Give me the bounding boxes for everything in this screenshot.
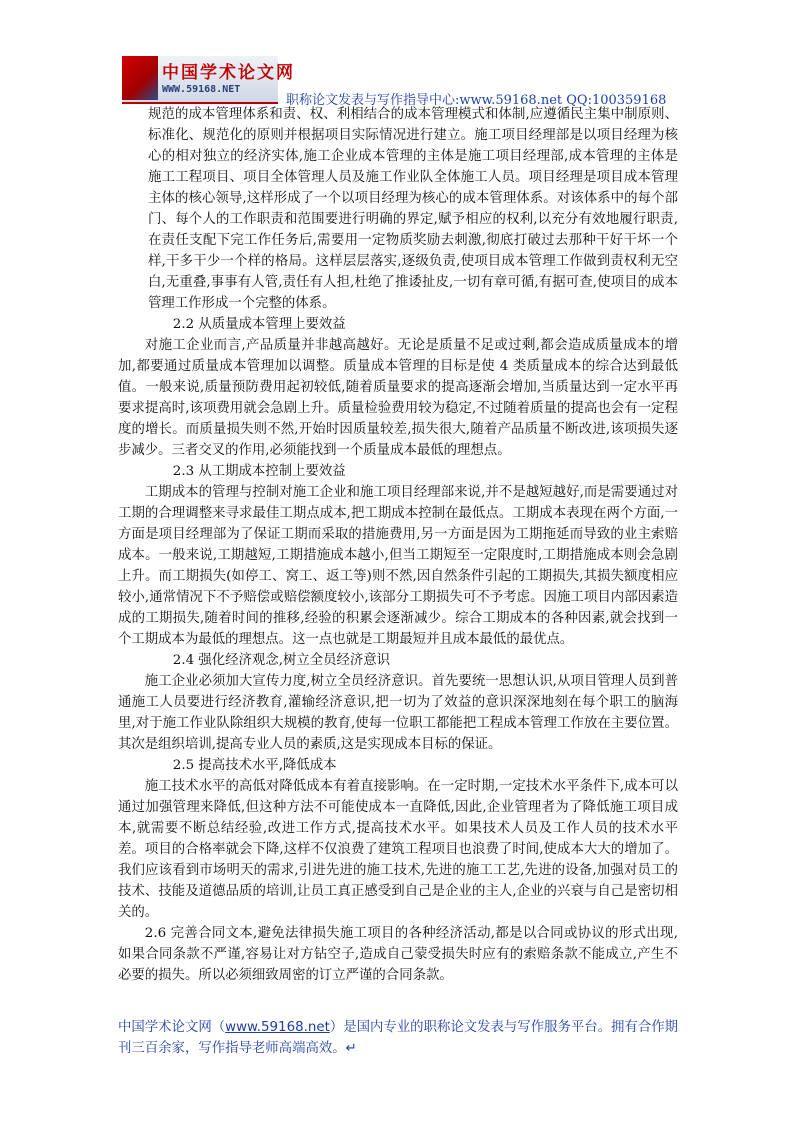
footer-prefix: 中国学术论文网（ — [118, 1020, 226, 1035]
paragraph: 施工技术水平的高低对降低成本有着直接影响。在一定时期,一定技术水平条件下,成本可以通过加强管理来降低,但这种方法不可能使成本一直降低,因此,企业管理者为了降低施工项目成本,就需要不断总结经验,改进工作方式,提高技术水平。如果技术人员及工作人员的技术水平差。项目的合格率就会下降,这样不仅浪费了建筑工程项目也浪费了时间,使成本大大的增加了。我们应该看到市场明天的需求,引进先进的施工技术,先进的施工工艺,先进的设备,加强对员工的技术、技能及道德品质的培训,让员工真正感受到自己是企业的主人,企业的兴衰与自己是密切相关的。 — [118, 779, 678, 920]
header-banner-text: 职称论文发表与写作指导中心:www.59168.net QQ:100359168 — [286, 93, 667, 108]
paragraph: 对施工企业而言,产品质量并非越高越好。无论是质量不足或过剩,都会造成质量成本的增加,都要通过质量成本管理加以调整。质量成本管理的目标是使 4 类质量成本的综合达到最低值。一般来说,质量预防费用起初较低,随着质量要求的提高逐渐会增加,当质量达到一定水平再要求提高时,该项费用就会急剧上升。质量检验费用较为稳定,不过随着质量的提高也会有一定程度的增长。而质量损失则不然,开始时因质量较差,损失很大,随着产品质量不断改进,该项损失逐步减少。三者交叉的作用,必须能找到一个质量成本最低的理想点。 — [118, 338, 678, 458]
logo-url: WWW.59168.NET — [162, 84, 241, 95]
paragraph: 工期成本的管理与控制对施工企业和施工项目经理部来说,并不是越短越好,而是需要通过对工期的合理调整来寻求最佳工期点成本,把工期成本控制在最低点。工期成本表现在两个方面,一方面是项目经理部为了保证工期而采取的措施费用,另一方面是因为工期拖延而导致的业主索赔成本。一般来说,工期越短,工期措施成本越小,但当工期短至一定限度时,工期措施成本则会急剧上升。而工期损失(如停工、窝工、返工等)则不然,因自然条件引起的工期损失,其损失额度相应较小,通常情况下不予赔偿或赔偿额度较小,该部分工期损失可不予考虑。因施工项目内部因素造成的工期损失,随着时间的推移,经验的积累会逐渐减少。综合工期成本的各种因素,就会找到一个工期成本为最低的理想点。这一点也就是工期最短并且成本最低的最优点。 — [118, 485, 678, 647]
paragraph: 2.6 完善合同文本,避免法律损失施工项目的各种经济活动,都是以合同或协议的形式出现,如果合同条款不严谨,容易让对方钻空子,造成自己蒙受损失时应有的索赔条款不能成立,产生不必要的损失。所以必须细致周密的订立严谨的合同条款。 — [118, 926, 678, 983]
footer-suffix: ）是国内专业的职称论文发表与写作服务平台。拥有合作期刊三百余家，写作指导老师高端高效。↵ — [118, 1020, 678, 1056]
paragraph: 施工企业必须加大宣传力度,树立全员经济意识。首先要统一思想认识,从项目管理人员到普通施工人员要进行经济教育,灌输经济意识,把一切为了效益的意识深深地刻在每个职工的脑海里,对于施工作业队除组织大规模的教育,使每一位职工都能把工程成本管理工作放在主要位置。其次是组织培训,提高专业人员的素质,这是实现成本目标的保证。 — [118, 674, 678, 752]
footer-note — [118, 1017, 680, 1059]
section-heading: 2.5 提高技术水平,降低成本 — [172, 758, 337, 773]
site-logo — [122, 56, 295, 104]
logo-title: 中国学术论文网 — [162, 63, 295, 83]
section-heading: 2.4 强化经济观念,树立全员经济意识 — [172, 653, 391, 668]
section-heading: 2.3 从工期成本控制上要效益 — [172, 464, 346, 479]
logo-emblem-icon — [122, 56, 158, 100]
footer-link[interactable]: www.59168.net — [225, 1020, 330, 1035]
section-heading: 2.2 从质量成本管理上要效益 — [172, 317, 346, 332]
article-body — [118, 104, 678, 986]
paragraph: 规范的成本管理体系和责、权、利相结合的成本管理模式和体制,应遵循民主集中制原则、标准化、规范化的原则并根据项目实际情况进行建立。施工项目经理部是以项目经理为核心的相对独立的经济实体,施工企业成本管理的主体是施工项目经理部,成本管理的主体是施工工程项目、项目全体管理人员及施工作业队全体施工人员。项目经理是项目成本管理主体的核心领导,这样形成了一个以项目经理为核心的成本管理体系。对该体系中的每个部门、每个人的工作职责和范围要进行明确的界定,赋予相应的权利,以充分有效地履行职责,在责任支配下完工作任务后,需要用一定物质奖励去刺激,彻底打破过去那种干好干坏一个样,干多干少一个样的格局。这样层层落实,逐级负责,使项目成本管理工作做到责权利无空白,无重叠,事事有人管,责任有人担,杜绝了推诿扯皮,一切有章可循,有据可查,使项目的成本管理工作形成一个完整的体系。 — [148, 107, 678, 311]
